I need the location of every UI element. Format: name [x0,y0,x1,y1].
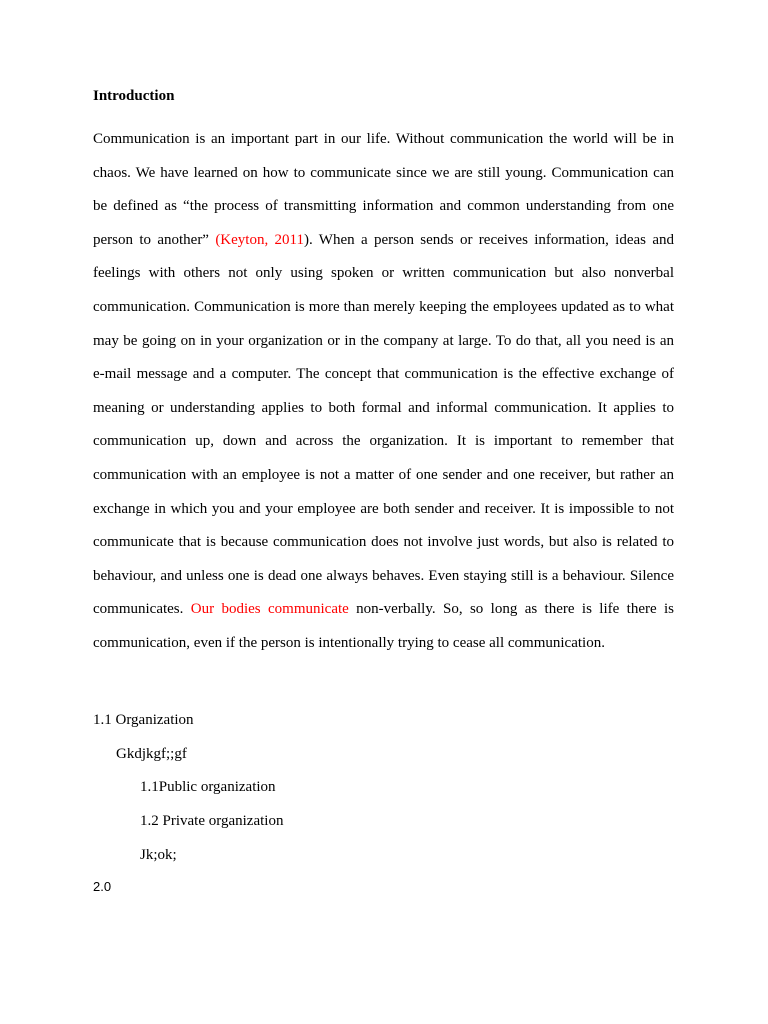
paragraph-text-2: ). When a person sends or receives information, ideas and feelings with others not only using spoken or written communication but also nonverbal communication. Communication is more than merely keeping the employees updated as to what may be going on in your organization or in the company at large. To do that, all you need is an e-mail message and a computer. The concept that communication is the effective exchange of meaning or understanding applies to both formal and informal communication. It applies to communication up, down and across the organization. It is important to remember that communication with an employee is not a matter of one sender and one receiver, but rather an exchange in which you and your employee are both sender and receiver. It is impossible to not communicate that is because communication does not involve just words, but also is related to behaviour, and unless one is dead one always behaves. Even staying still is a behaviour. Silence communicates. [93,231,674,618]
citation-link: (Keyton, 2011 [215,231,304,248]
section-number: 2.0 [93,879,112,894]
outline-item-public-organization: 1.1Public organization [140,779,276,795]
outline-item-note-2: Jk;ok; [140,847,177,863]
paragraph-text-1: Communication is an important part in our life. Without communication the world will be in chaos. We have learned on how to communicate since we are still young. Communication can be defined as “the process of transmitting information and common understanding from one person to another” [93,131,674,248]
introduction-paragraph [93,123,674,661]
outline-item-organization: 1.1 Organization [93,712,194,728]
paragraph-text-3: non-verbally. So, so long as there is life there is communication, even if the person is intentionally trying to cease all communication. [93,601,675,651]
outline-item-private-organization: 1.2 Private organization [140,813,284,829]
outline-item-note: Gkdjkgf;;gf [116,746,187,762]
section-heading: Introduction [93,88,175,104]
highlighted-phrase: Our bodies communicate [190,601,349,618]
